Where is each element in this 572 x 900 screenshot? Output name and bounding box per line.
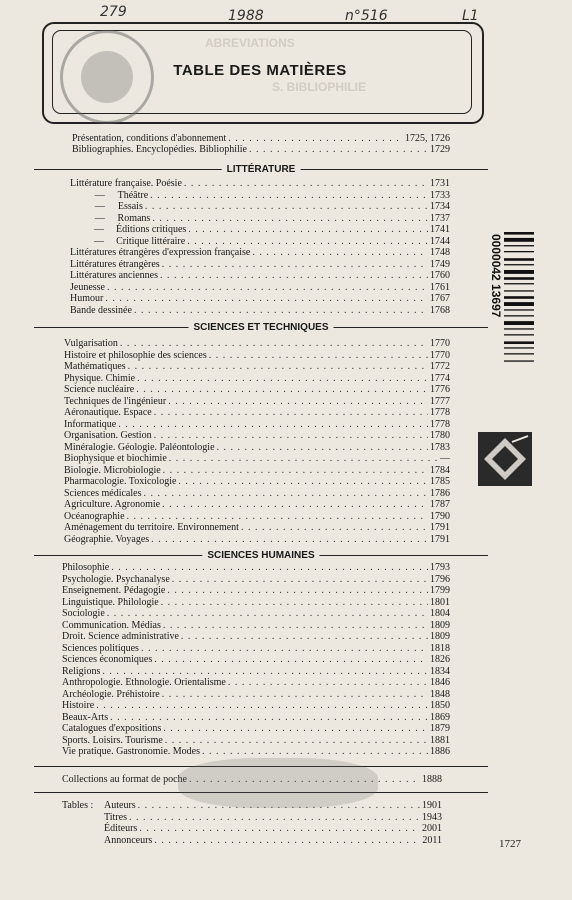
- entry-page: 1774: [430, 372, 450, 384]
- indent-dash: —: [94, 224, 104, 235]
- dot-leader: [139, 823, 420, 834]
- dot-leader: [187, 236, 428, 247]
- entry-label: Sciences politiques: [62, 642, 139, 654]
- entry-label: Auteurs: [104, 800, 136, 811]
- entry-page: 1731: [430, 178, 450, 189]
- entry-label: Littératures étrangères d'expression française: [70, 247, 251, 258]
- barcode-bar: [504, 360, 534, 361]
- dot-leader: [137, 373, 428, 384]
- entry-label: Annonceurs: [104, 834, 153, 846]
- entry-page: 1768: [430, 304, 450, 316]
- dot-leader: [168, 396, 428, 407]
- toc-entry: [62, 723, 450, 734]
- section-heading: SCIENCES ET TECHNIQUES: [188, 322, 333, 333]
- entry-label: Anthropologie. Ethnologie. Orientalisme: [62, 677, 226, 688]
- bleed-through-subheading: S. BIBLIOPHILIE: [272, 80, 367, 94]
- dot-leader: [143, 488, 428, 499]
- section-heading-rule: [34, 550, 488, 561]
- entry-page: 1801: [430, 596, 450, 608]
- barcode-bar: [504, 238, 534, 242]
- entry-label: Collections au format de poche: [62, 774, 187, 785]
- toc-entry: [64, 419, 450, 430]
- barcode-bar: [504, 341, 534, 344]
- entry-page: 1879: [430, 723, 450, 734]
- entry-page: 1804: [430, 608, 450, 619]
- toc-entry: [70, 305, 450, 316]
- entry-page: 1776: [430, 384, 450, 395]
- toc-entry: [62, 620, 450, 631]
- dot-leader: [107, 608, 428, 619]
- dot-leader: [110, 712, 428, 723]
- toc-entry: [62, 643, 450, 654]
- entry-page: 1734: [430, 201, 450, 212]
- toc-entry: [64, 511, 450, 522]
- barcode-bar: [504, 283, 534, 284]
- toc-entry: [62, 654, 450, 665]
- entry-label: Physique. Chimie: [64, 372, 136, 384]
- entry-label: Géographie. Voyages: [64, 533, 150, 545]
- entry-page: 1784: [430, 464, 450, 476]
- entry-label: Éditions critiques: [116, 224, 187, 235]
- toc-entry: [64, 350, 450, 361]
- entry-label: Littératures étrangères: [70, 258, 160, 270]
- entry-page: 1786: [430, 487, 450, 499]
- entry-page: 1850: [430, 700, 450, 711]
- entry-page: 1744: [430, 235, 450, 247]
- dot-leader: [228, 677, 428, 688]
- toc-entry: [70, 213, 450, 224]
- entry-label: Minéralogie. Géologie. Paléontologie: [64, 441, 215, 453]
- entry-label: Agriculture. Agronomie: [64, 499, 161, 510]
- toc-entry: [70, 224, 450, 235]
- dot-leader: [181, 631, 428, 642]
- barcode-bar: [504, 251, 534, 252]
- toc-entry: [64, 534, 450, 545]
- entry-page: 1778: [430, 407, 450, 418]
- dot-leader: [160, 270, 428, 281]
- toc-entry: [62, 631, 450, 642]
- entry-label: Critique littéraire: [116, 235, 186, 247]
- toc-entry: [64, 488, 450, 499]
- entry-label: Sports. Loisirs. Tourisme: [62, 734, 163, 746]
- toc-entry: [64, 396, 450, 407]
- dot-leader: [161, 597, 428, 608]
- entry-label: Littératures anciennes: [70, 270, 159, 281]
- indent-dash: —: [94, 212, 105, 224]
- entry-label: Littérature française. Poésie: [70, 178, 182, 189]
- dot-leader: [105, 293, 428, 304]
- dot-leader: [118, 419, 428, 430]
- indent-dash: —: [94, 201, 105, 212]
- entry-label: Vie pratique. Gastronomie. Modes: [62, 746, 200, 757]
- toc-entry: [62, 585, 450, 596]
- toc-entry: [70, 201, 450, 212]
- toc-entry: [70, 247, 450, 258]
- entry-page: 2001: [422, 823, 442, 834]
- entry-page: 1809: [430, 631, 450, 642]
- dot-leader: [209, 350, 428, 361]
- barcode-bar: [504, 264, 534, 265]
- dot-leader: [178, 476, 428, 487]
- entry-label: Aménagement du territoire. Environnement: [64, 522, 239, 533]
- entry-page: 1772: [430, 361, 450, 372]
- toc-entry: [70, 190, 450, 201]
- entry-page: 1869: [430, 711, 450, 723]
- entry-label: Humour: [70, 293, 104, 304]
- toc-entry: [62, 597, 450, 608]
- entry-page: 1791: [430, 533, 450, 545]
- dot-leader: [102, 666, 428, 677]
- entry-page: 1834: [430, 665, 450, 677]
- entry-label: Éditeurs: [104, 823, 138, 834]
- entry-page: 1785: [430, 476, 450, 487]
- entry-page: 1749: [430, 258, 450, 270]
- entry-label: Bande dessinée: [70, 304, 132, 316]
- entry-label: Bibliographies. Encyclopédies. Bibliophilie: [72, 144, 247, 155]
- dot-leader: [249, 144, 428, 155]
- dot-leader: [127, 511, 428, 522]
- toc-entry: [70, 282, 450, 293]
- toc-entry: [64, 442, 450, 453]
- dot-leader: [162, 259, 428, 270]
- dot-leader: [145, 201, 428, 212]
- entry-page: 1748: [430, 247, 450, 258]
- entry-page: 1809: [430, 619, 450, 631]
- dot-leader: [169, 453, 438, 464]
- entry-label: Océanographie: [64, 510, 125, 522]
- barcode-bar: [504, 290, 534, 291]
- publisher-logo: [478, 432, 532, 486]
- toc-entry: [70, 259, 450, 270]
- entry-label: Titres: [104, 811, 127, 823]
- toc-entry: [62, 689, 450, 700]
- barcode-bar: [504, 302, 534, 306]
- dot-leader: [111, 562, 428, 573]
- entry-page: 1780: [430, 430, 450, 441]
- dot-leader: [163, 723, 428, 734]
- entry-page: 1761: [430, 281, 450, 293]
- barcode-bar: [504, 334, 534, 335]
- entry-label: Informatique: [64, 418, 117, 430]
- entry-page: 1787: [430, 499, 450, 510]
- dot-leader: [136, 384, 428, 395]
- barcode-bar: [504, 296, 534, 299]
- barcode-bar: [504, 315, 534, 316]
- indent-dash: —: [94, 235, 105, 247]
- dot-leader: [228, 133, 403, 144]
- entry-label: Vulgarisation: [64, 338, 118, 349]
- toc-entry: [70, 270, 450, 281]
- dot-leader: [150, 190, 428, 201]
- dot-leader: [162, 499, 428, 510]
- dot-leader: [154, 407, 428, 418]
- dot-leader: [188, 224, 428, 235]
- dot-leader: [134, 305, 428, 316]
- entry-page: 1741: [430, 224, 450, 235]
- entry-label: Histoire et philosophie des sciences: [64, 349, 207, 361]
- toc-entry: [64, 430, 450, 441]
- toc-entry: [72, 133, 450, 144]
- toc-entry: [64, 522, 450, 533]
- dot-leader: [128, 361, 428, 372]
- barcode-bar: [504, 309, 534, 310]
- toc-entry: [70, 178, 450, 189]
- entry-label: Histoire: [62, 700, 95, 711]
- entry-label: Théâtre: [117, 189, 149, 201]
- handwritten-reference: n°516: [345, 8, 388, 24]
- entry-label: Science nucléaire: [64, 384, 135, 395]
- dot-leader: [163, 620, 428, 631]
- entry-page: 1733: [430, 189, 450, 201]
- toc-entry: [104, 823, 442, 834]
- handwritten-number: 279: [100, 4, 127, 20]
- toc-entry: [62, 562, 450, 573]
- barcode-bar: [504, 321, 534, 325]
- toc-entry: [62, 574, 450, 585]
- entry-page: 1799: [430, 585, 450, 596]
- toc-entry: [64, 407, 450, 418]
- ink-stain: [178, 758, 378, 808]
- entry-label: Droit. Science administrative: [62, 631, 179, 642]
- entry-label: Biologie. Microbiologie: [64, 464, 161, 476]
- toc-entry: [64, 338, 450, 349]
- entry-page: 1888: [422, 774, 442, 785]
- dot-leader: [217, 442, 428, 453]
- entry-page: 1770: [430, 349, 450, 361]
- entry-label: Philosophie: [62, 562, 110, 573]
- toc-entry: [62, 712, 450, 723]
- toc-entry: [62, 666, 450, 677]
- section-heading: SCIENCES HUMAINES: [202, 550, 319, 561]
- dot-leader: [163, 465, 428, 476]
- entry-page: 1791: [430, 522, 450, 533]
- barcode-bar: [504, 270, 534, 274]
- barcode-bar: [504, 232, 534, 235]
- entry-page: 1793: [430, 562, 450, 573]
- entry-label: Techniques de l'ingénieur: [64, 395, 167, 407]
- dot-leader: [151, 534, 428, 545]
- entry-page: 1725, 1726: [405, 133, 450, 144]
- entry-page: 1818: [430, 642, 450, 654]
- dot-leader: [167, 585, 428, 596]
- barcode-bar: [504, 347, 534, 348]
- section-heading-rule: [34, 164, 488, 175]
- section-heading-rule: [34, 322, 488, 333]
- barcode-bar: [504, 277, 534, 280]
- dot-leader: [184, 178, 428, 189]
- entry-label: Jeunesse: [70, 281, 105, 293]
- entry-label: Communication. Médias: [62, 619, 161, 631]
- barcode-bar: [504, 353, 534, 354]
- entry-page: 1778: [430, 418, 450, 430]
- page-title: TABLE DES MATIÈRES: [173, 62, 347, 79]
- entry-page: —: [440, 453, 450, 464]
- toc-entry: [64, 453, 450, 464]
- toc-entry: [70, 293, 450, 304]
- entry-label: Catalogues d'expositions: [62, 723, 162, 734]
- dot-leader: [202, 746, 428, 757]
- toc-entry: [64, 361, 450, 372]
- toc-entry: [62, 746, 450, 757]
- entry-label: Enseignement. Pédagogie: [62, 585, 166, 596]
- barcode: [478, 228, 536, 416]
- dot-leader: [96, 700, 428, 711]
- bleed-through-heading: ABREVIATIONS: [205, 36, 295, 50]
- dot-leader: [107, 282, 428, 293]
- toc-entry: [64, 373, 450, 384]
- entry-page: 1760: [430, 270, 450, 281]
- dot-leader: [141, 643, 428, 654]
- entry-label: Sociologie: [62, 608, 105, 619]
- toc-entry: [104, 812, 442, 823]
- entry-label: Aéronautique. Espace: [64, 407, 152, 418]
- entry-label: Pharmacologie. Toxicologie: [64, 476, 177, 487]
- dot-leader: [172, 574, 428, 585]
- entry-label: Mathématiques: [64, 361, 126, 372]
- entry-label: Sciences économiques: [62, 654, 153, 665]
- dot-leader: [154, 835, 420, 846]
- toc-entry: [70, 236, 450, 247]
- entry-page: 1796: [430, 573, 450, 585]
- entry-page: 1943: [422, 811, 442, 823]
- toc-entry: [64, 499, 450, 510]
- page-number: 1727: [499, 838, 521, 850]
- toc-entry: [64, 476, 450, 487]
- dot-leader: [162, 689, 428, 700]
- dot-leader: [241, 522, 428, 533]
- entry-page: 1826: [430, 654, 450, 665]
- entry-page: 1848: [430, 688, 450, 700]
- dot-leader: [165, 735, 428, 746]
- entry-label: Beaux-Arts: [62, 711, 109, 723]
- entry-page: 1770: [430, 338, 450, 349]
- tables-heading: Tables :: [62, 800, 94, 811]
- handwritten-corner-mark: L1: [462, 8, 479, 24]
- entry-page: 1886: [430, 746, 450, 757]
- dot-leader: [129, 812, 420, 823]
- entry-page: 1729: [430, 144, 450, 155]
- entry-label: Présentation, conditions d'abonnement: [72, 133, 227, 144]
- toc-entry: [64, 465, 450, 476]
- toc-entry: [62, 677, 450, 688]
- toc-entry: [104, 835, 442, 846]
- entry-page: 2011: [422, 834, 442, 846]
- entry-page: 1783: [430, 441, 450, 453]
- entry-page: 1790: [430, 510, 450, 522]
- dot-leader: [120, 338, 428, 349]
- section-heading: LITTÉRATURE: [222, 164, 301, 175]
- entry-label: Organisation. Gestion: [64, 430, 152, 441]
- toc-entry: [62, 608, 450, 619]
- entry-page: 1737: [430, 212, 450, 224]
- barcode-digits: 0000042 13697: [489, 234, 503, 318]
- entry-label: Psychologie. Psychanalyse: [62, 573, 170, 585]
- entry-label: Sciences médicales: [64, 487, 142, 499]
- toc-entry: [62, 700, 450, 711]
- entry-label: Archéologie. Préhistoire: [62, 688, 160, 700]
- entry-page: 1881: [430, 734, 450, 746]
- dot-leader: [252, 247, 428, 258]
- dot-leader: [154, 654, 428, 665]
- entry-page: 1846: [430, 677, 450, 688]
- entry-label: Religions: [62, 665, 101, 677]
- toc-entry: [62, 735, 450, 746]
- entry-label: Essais: [117, 201, 143, 212]
- indent-dash: —: [94, 189, 105, 201]
- entry-page: 1777: [430, 395, 450, 407]
- barcode-bar: [504, 245, 534, 246]
- toc-entry: [72, 144, 450, 155]
- barcode-bar: [504, 258, 534, 261]
- entry-label: Biophysique et biochimie: [64, 453, 167, 464]
- dot-leader: [154, 430, 428, 441]
- entry-label: Linguistique. Philologie: [62, 596, 159, 608]
- barcode-bar: [504, 328, 534, 329]
- toc-entry: [64, 384, 450, 395]
- entry-page: 1901: [422, 800, 442, 811]
- entry-page: 1767: [430, 293, 450, 304]
- handwritten-year: 1988: [228, 8, 264, 24]
- dot-leader: [152, 213, 428, 224]
- entry-label: Romans: [117, 212, 151, 224]
